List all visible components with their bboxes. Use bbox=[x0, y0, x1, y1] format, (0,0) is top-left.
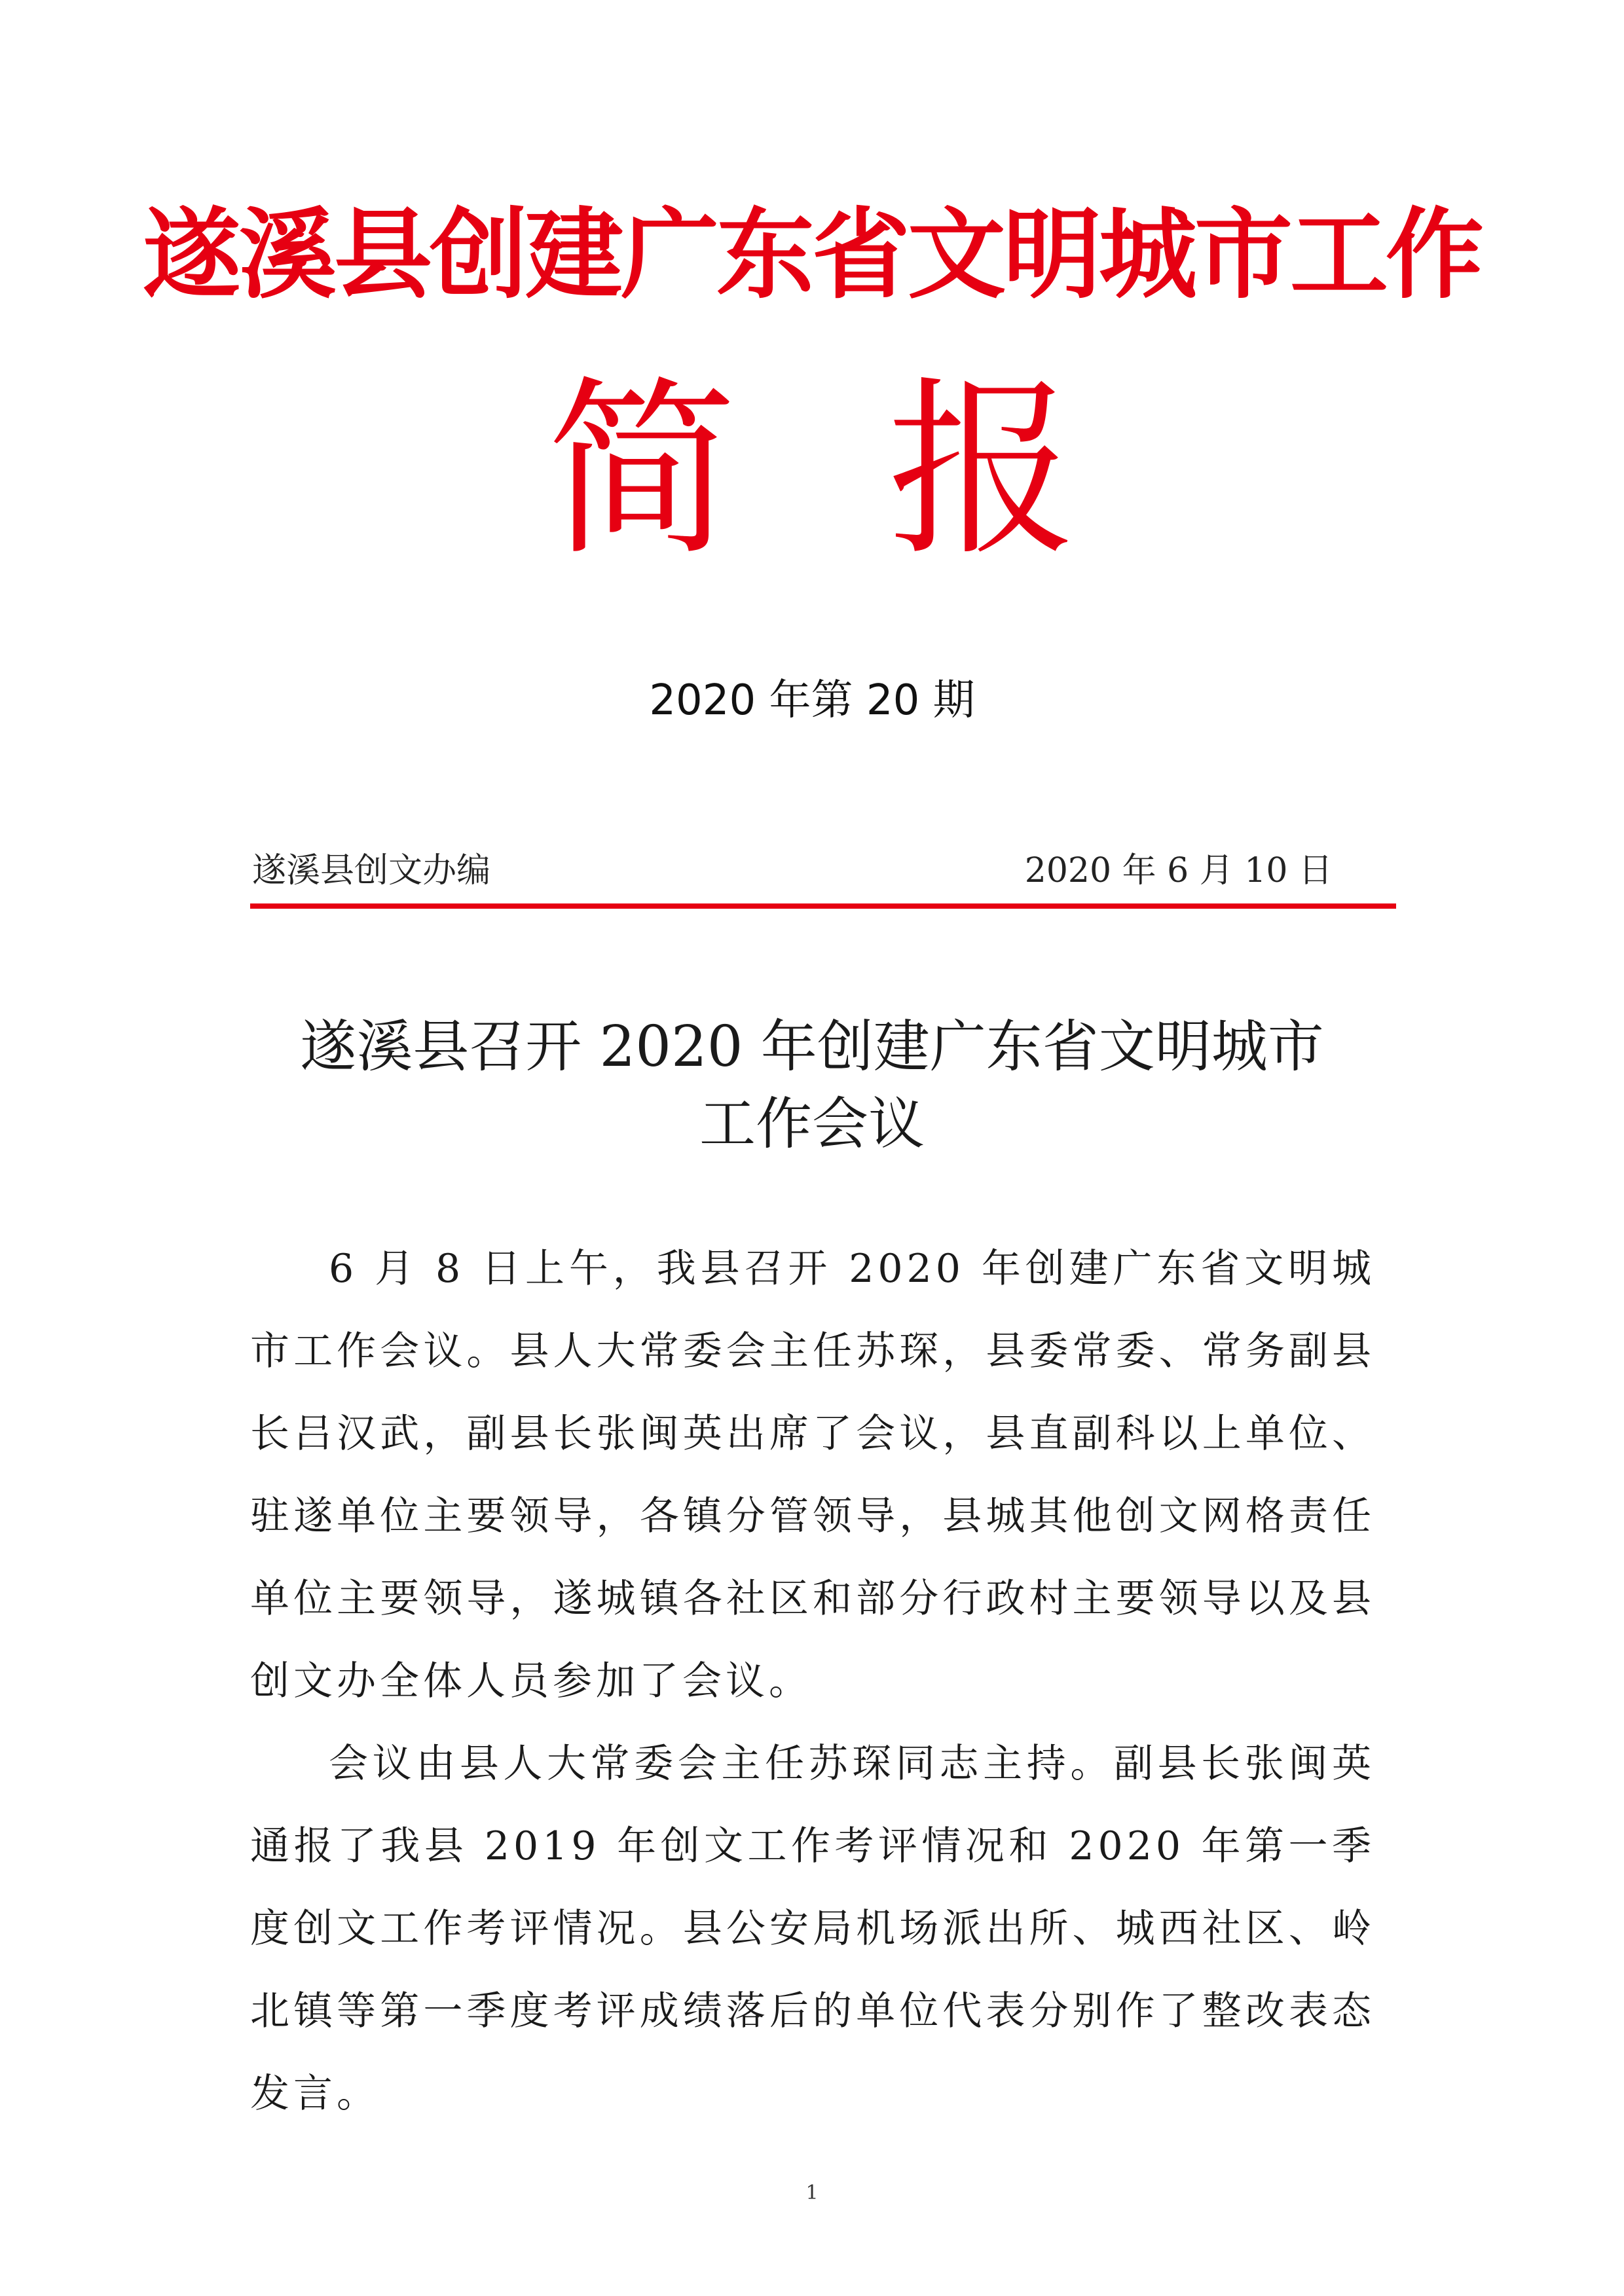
body-paragraph: 6 月 8 日上午，我县召开 2020 年创建广东省文明城市工作会议。县人大常委会主任苏琛，县委常委、常务副县长吕汉武，副县长张闽英出席了会议，县直副科以上单位、驻遂单位主要领导，各镇分管领导，县城其他创文网格责任单位主要领导，遂城镇各社区和部分行政村主要领导以及县创文办全体人员参加了会议。 bbox=[250, 1246, 1375, 1704]
article-body bbox=[250, 1228, 1375, 2135]
masthead-bulletin-heading bbox=[0, 361, 1624, 581]
masthead-char-bao: 报 bbox=[887, 361, 1077, 581]
page-number: 1 bbox=[805, 2181, 819, 2204]
red-divider-rule bbox=[250, 903, 1396, 909]
article-title-line-2: 工作会议 bbox=[699, 1091, 925, 1157]
editor-label: 遂溪县创文办编 bbox=[252, 851, 491, 890]
masthead-title: 遂溪县创建广东省文明城市工作 bbox=[142, 198, 1481, 312]
issue-number: 2020 年第 20 期 bbox=[649, 676, 975, 725]
article-title-line-1: 遂溪县召开 2020 年创建广东省文明城市 bbox=[300, 1014, 1324, 1080]
masthead-char-jian: 简 bbox=[547, 361, 737, 581]
publish-date: 2020 年 6 月 10 日 bbox=[1024, 851, 1333, 890]
meta-row bbox=[252, 845, 1333, 897]
article-title bbox=[196, 1008, 1428, 1163]
body-paragraph: 会议由县人大常委会主任苏琛同志主持。副县长张闽英通报了我县 2019 年创文工作考评情况和 2020 年第一季度创文工作考评情况。县公安局机场派出所、城西社区、岭北镇等第一季度考评成绩落后的单位代表分别作了整改表态发言。 bbox=[250, 1741, 1375, 2117]
